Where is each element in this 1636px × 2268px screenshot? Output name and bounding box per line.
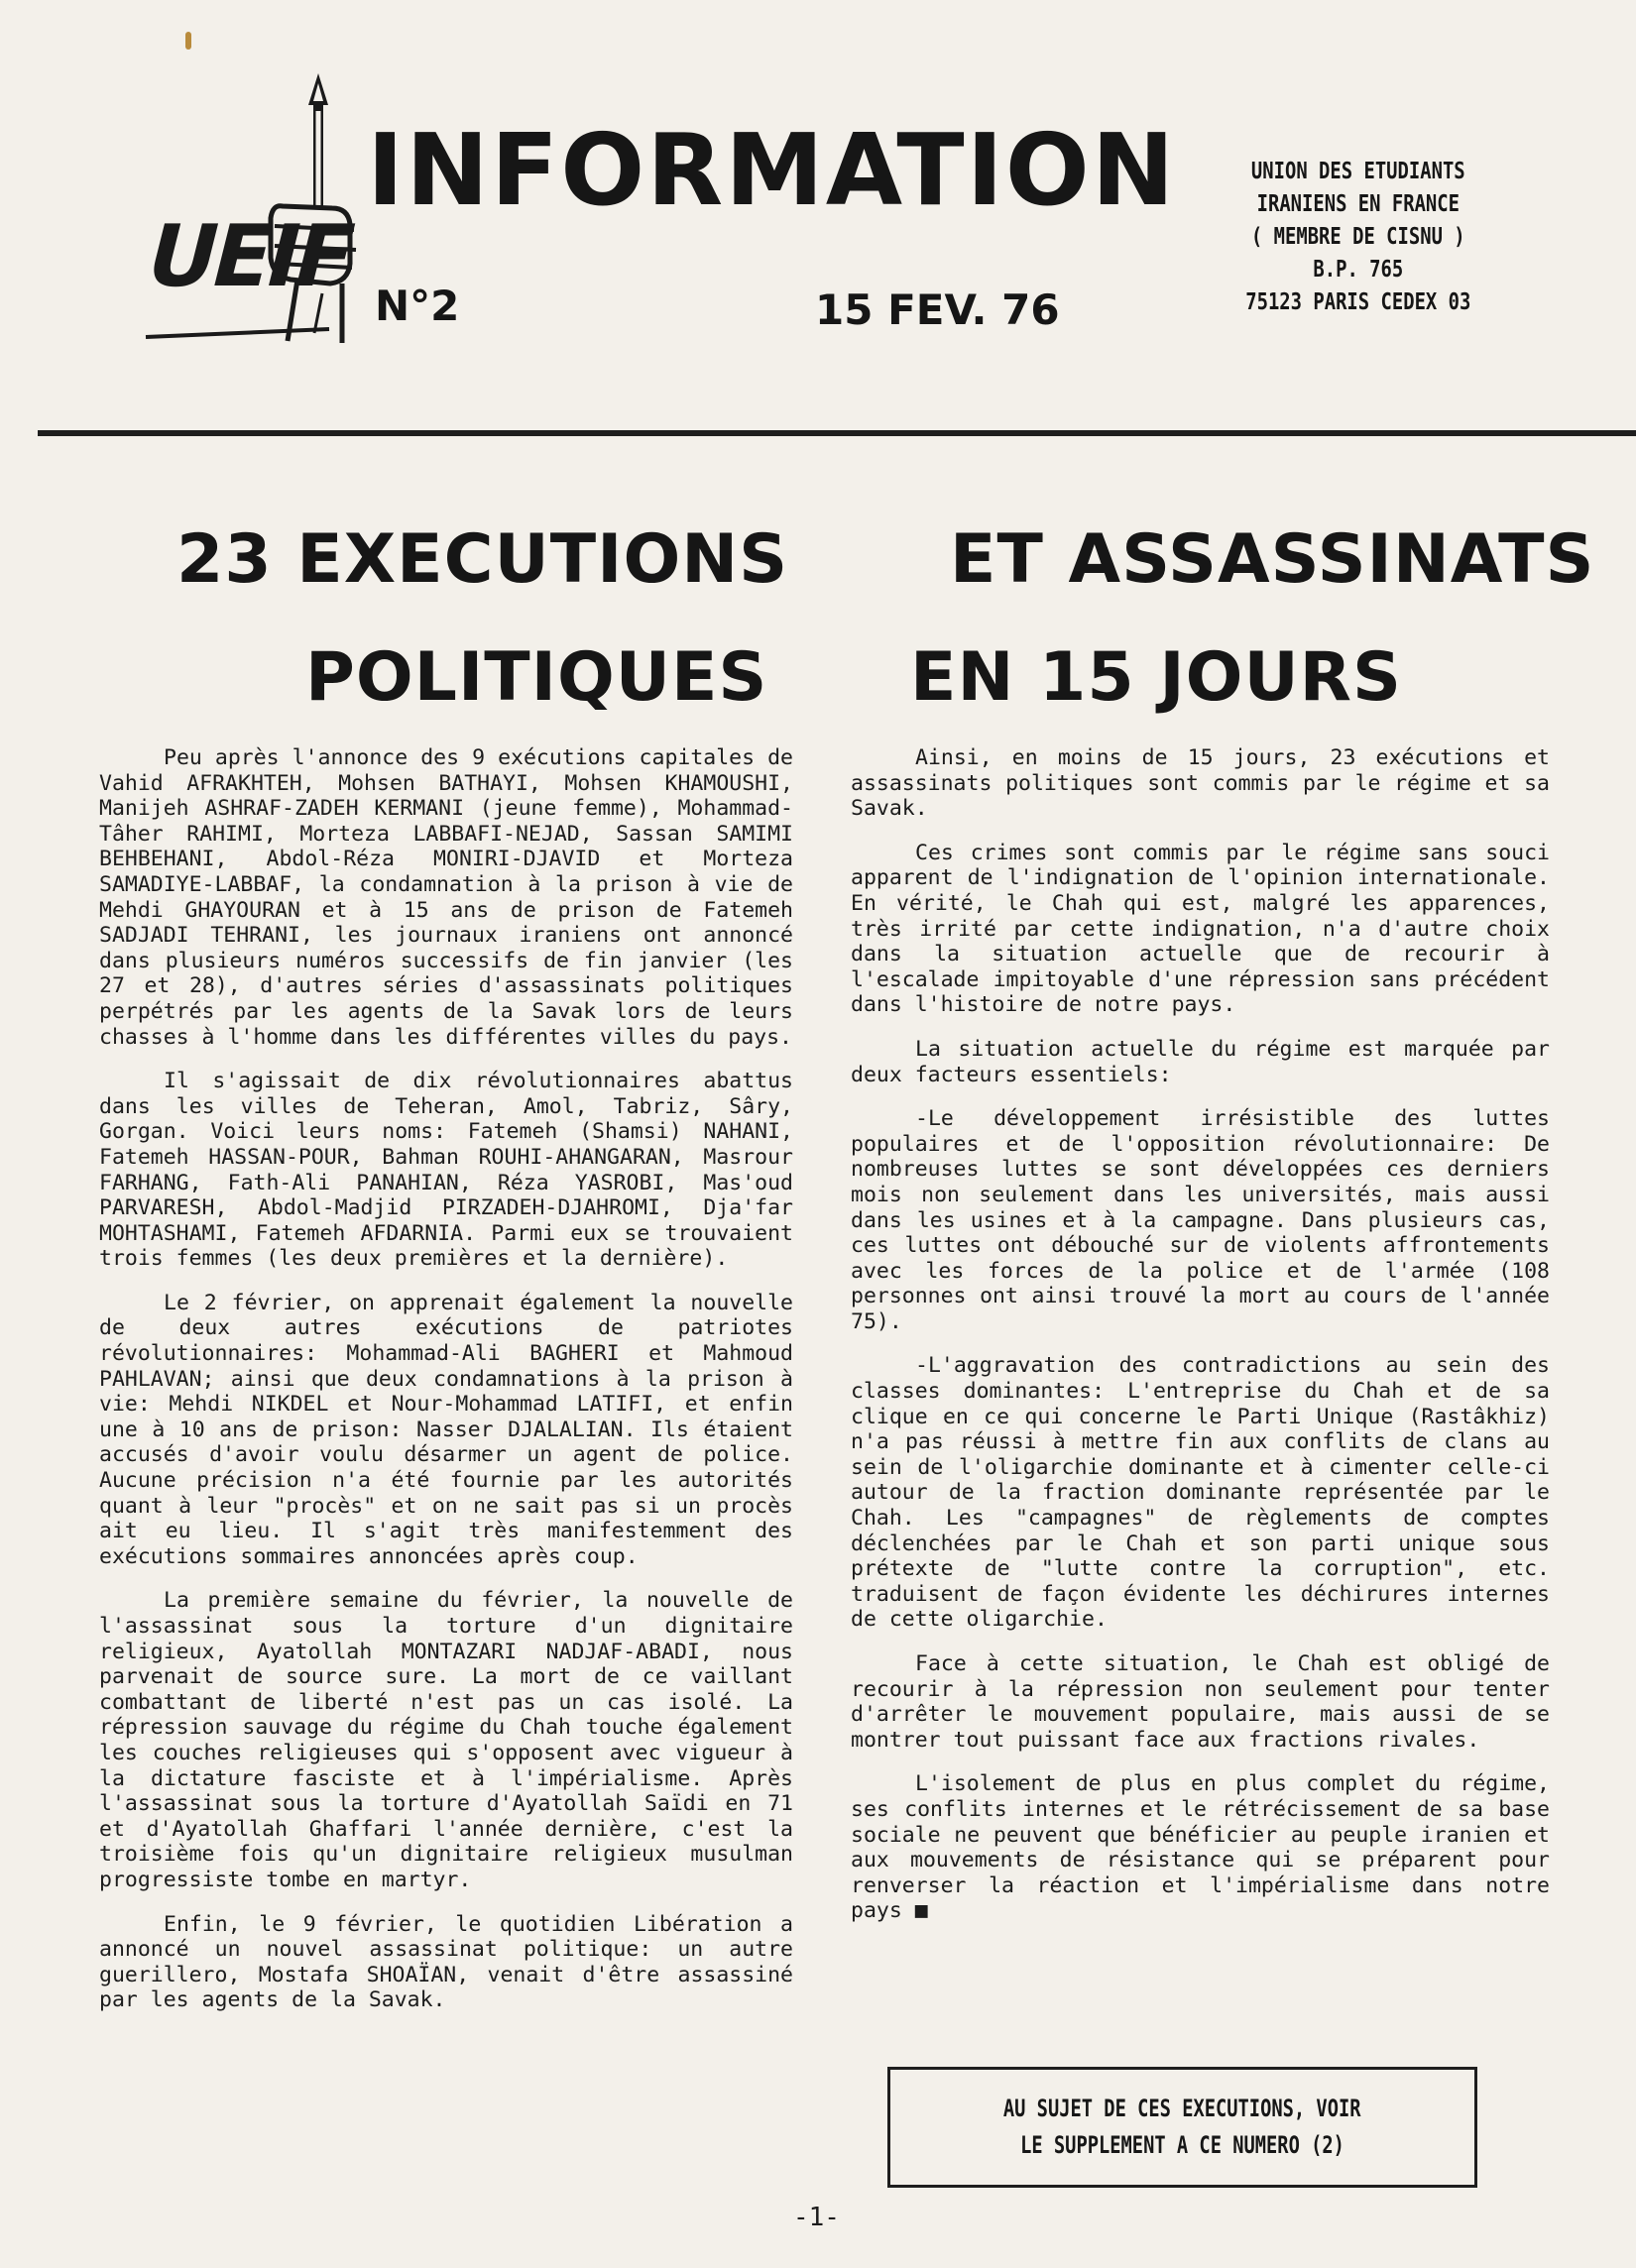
issue-number: N°2: [375, 282, 460, 330]
ueif-logo-icon: [134, 67, 372, 345]
masthead-rule: [38, 430, 1636, 436]
headline-line1-right: ET ASSASSINATS: [950, 520, 1595, 599]
headline-line1-left: 23 EXECUTIONS: [176, 520, 789, 599]
organization-address: [1244, 156, 1472, 319]
article-paragraph: Il s'agissait de dix révolutionnaires abattus dans les villes de Teheran, Amol, Tabriz, Sâry, Gorgan. Voici leurs noms: Fatemeh (Shamsi) NAHANI, Fatemeh HASSAN-POUR, Bahman ROUHI-AHANGARAN, Masrour FARHANG, Fath-Ali PANAHIAN, Réza YASROBI, Mas'oud PARVARESH, Abdol-Madjid PIRZADEH-DJAHROMI, Dja'far MOHTASHAMI, Fatemeh AFDARNIA. Parmi eux se trouvaient trois femmes (les deux premières et la dernière).: [99, 1069, 793, 1272]
article-paragraph: La situation actuelle du régime est marquée par deux facteurs essentiels:: [851, 1036, 1550, 1087]
org-line: ( MEMBRE DE CISNU ): [1250, 224, 1465, 250]
supplement-note-line: LE SUPPLEMENT A CE NUMERO (2): [1020, 2131, 1344, 2159]
article-column-right: [851, 745, 1550, 1943]
article-paragraph: Ainsi, en moins de 15 jours, 23 exécutions et assassinats politiques sont commis par le régime et sa Savak.: [851, 745, 1550, 822]
article-paragraph: L'isolement de plus en plus complet du régime, ses conflits internes et le rétrécissement de sa base sociale ne peuvent que bénéficier au peuple iranien et aux mouvements de résistance qui se préparent pour renverser la réaction et l'impérialisme dans notre pays ■: [851, 1771, 1550, 1924]
org-line: UNION DES ETUDIANTS: [1250, 159, 1465, 184]
article-paragraph: La première semaine du février, la nouvelle de l'assassinat sous la torture d'un dignitaire religieux, Ayatollah MONTAZARI NADJAF-ABADI, nous parvenait de source sure. La mort de ce vaillant combattant de liberté n'est pas un cas isolé. La répression sauvage du régime du Chah touche également les couches religieuses qui s'opposent avec vigueur à la dictature fasciste et à l'impérialisme. Après l'assassinat sous la torture d'Ayatollah Saïdi en 71 et d'Ayatollah Ghaffari l'année dernière, c'est la troisième fois qu'un dignitaire religieux musulman progressiste tombe en martyr.: [99, 1588, 793, 1892]
article-paragraph: Le 2 février, on apprenait également la nouvelle de deux autres exécutions de patriotes révolutionnaires: Mohammad-Ali BAGHERI et Mahmoud PAHLAVAN; ainsi que deux condamnations à la prison à vie: Mehdi NIKDEL et Nour-Mohammad LATIFI, et enfin une à 10 ans de prison: Nasser DJALALIAN. Ils étaient accusés d'avoir voulu désarmer un agent de police. Aucune précision n'a été fournie par les autorités quant à leur "procès" et on ne sait pas si un procès ait eu lieu. Il s'agit très manifestemment des exécutions sommaires annoncées après coup.: [99, 1290, 793, 1569]
article-paragraph: Enfin, le 9 février, le quotidien Libération a annoncé un nouvel assassinat politique: un autre guerillero, Mostafa SHOAÏAN, venait d'être assassiné par les agents de la Savak.: [99, 1911, 793, 2013]
article-paragraph: -Le développement irrésistible des luttes populaires et de l'opposition révolutionnaire: De nombreuses luttes se sont développées ces derniers mois non seulement dans les universités, mais aussi dans les usines et à la campagne. Dans plusieurs cas, ces luttes ont débouché sur de violents affrontements avec les forces de la police et de l'armée (108 personnes ont ainsi trouvé la mort au cours de l'année 75).: [851, 1106, 1550, 1334]
supplement-note-box: [887, 2067, 1477, 2188]
org-line: 75123 PARIS CEDEX 03: [1245, 289, 1471, 315]
newsletter-title: INFORMATION: [367, 112, 1177, 228]
org-line: IRANIENS EN FRANCE: [1256, 191, 1460, 217]
issue-date: 15 FEV. 76: [815, 285, 1060, 334]
supplement-note-line: AU SUJET DE CES EXECUTIONS, VOIR: [1003, 2095, 1361, 2122]
headline-line2-left: POLITIQUES: [305, 638, 768, 717]
article-paragraph: Ces crimes sont commis par le régime sans souci apparent de l'indignation de l'opinion internationale. En vérité, le Chah qui est, malgré les apparences, très irrité par cette indignation, n'a d'autre choix dans la situation actuelle que de recourir à l'escalade impitoyable d'une répression sans précédent dans l'histoire de notre pays.: [851, 840, 1550, 1018]
article-column-left: [99, 745, 793, 2032]
logo-letters: UEIF: [136, 206, 363, 306]
article-paragraph: Peu après l'annonce des 9 exécutions capitales de Vahid AFRAKHTEH, Mohsen BATHAYI, Mohsen KHAMOUSHI, Manijeh ASHRAF-ZADEH KERMANI (jeune femme), Mohammad-Tâher RAHIMI, Morteza LABBAFI-NEJAD, Sassan SAMIMI BEHBEHANI, Abdol-Réza MONIRI-DJAVID et Morteza SAMADIYE-LABBAF, la condamnation à la prison à vie de Mehdi GHAYOURAN et à 15 ans de prison de Fatemeh SADJADI TEHRANI, les journaux iraniens ont annoncé dans plusieurs numéros successifs de fin janvier (les 27 et 28), d'autres séries d'assassinats politiques perpétrés par les agents de la Savak lors de leurs chasses à l'homme dans les différentes villes du pays.: [99, 745, 793, 1050]
page-number: -1-: [793, 2203, 840, 2232]
article-paragraph: Face à cette situation, le Chah est obligé de recourir à la répression non seulement pour tenter d'arrêter le mouvement populaire, mais aussi de se montrer tout puissant face aux fractions rivales.: [851, 1651, 1550, 1753]
headline-line2-right: EN 15 JOURS: [910, 638, 1402, 717]
staple-mark: [185, 32, 191, 50]
article-paragraph: -L'aggravation des contradictions au sein des classes dominantes: L'entreprise du Chah et de sa clique en ce qui concerne le Parti Unique (Rastâkhiz) n'a pas réussi à mettre fin aux conflits de clans au sein de l'oligarchie dominante et à cimenter celle-ci autour de la fraction dominante représentée par le Chah. Les "campagnes" de règlements de comptes déclenchées par le Chah et son parti unique sous prétexte de "lutte contre la corruption", etc. traduisent de façon évidente les déchirures internes de cette oligarchie.: [851, 1353, 1550, 1633]
org-line: B.P. 765: [1313, 257, 1404, 283]
